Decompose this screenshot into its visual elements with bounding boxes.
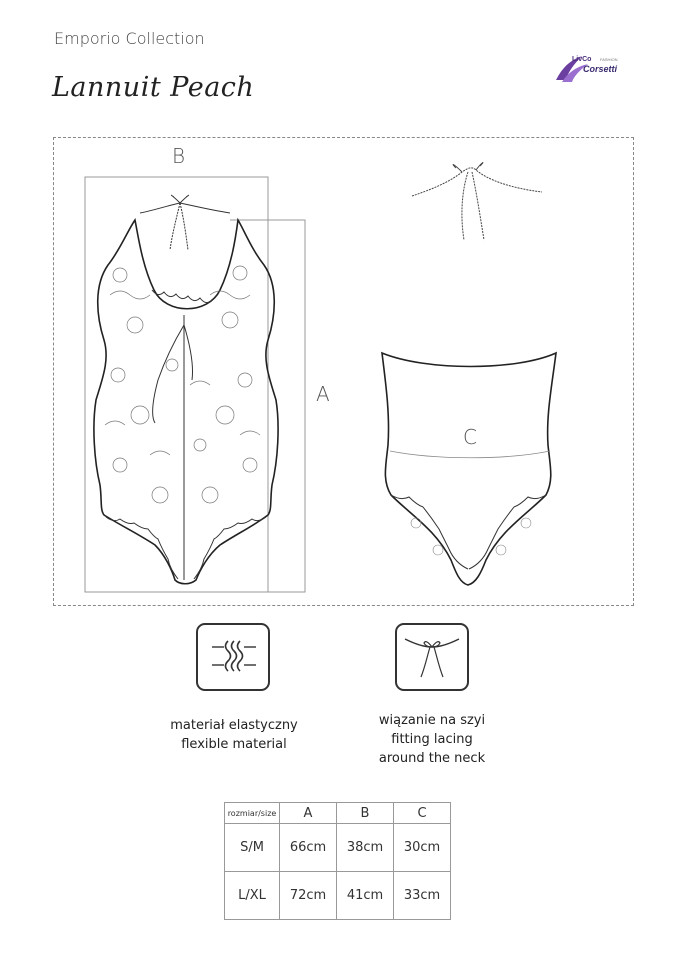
size-label: S/M (225, 824, 280, 872)
table-cell: 66cm (280, 824, 337, 872)
table-cell: 72cm (280, 872, 337, 920)
feature-line: around the neck (378, 751, 486, 766)
table-cell: 30cm (394, 824, 451, 872)
size-label: L/XL (225, 872, 280, 920)
feature-text-stretch (148, 716, 320, 754)
halter-strap-drawing (410, 160, 550, 250)
stretch-fabric-icon (196, 623, 270, 691)
size-table (224, 802, 451, 920)
table-row (225, 824, 451, 872)
dimension-label-a: A (316, 382, 330, 406)
table-corner-label: rozmiar/size (225, 803, 280, 824)
logo-brand-top: LivCo (572, 56, 592, 63)
dimension-label-c: C (463, 425, 477, 449)
table-header-cell: C (394, 803, 451, 824)
table-header-cell: A (280, 803, 337, 824)
neck-tie-icon (395, 623, 469, 691)
logo-brand-main: Corsetti (583, 64, 618, 74)
logo-brand-small: FASHION (600, 57, 618, 62)
garment-front-drawing (80, 165, 320, 600)
garment-back-drawing (376, 345, 566, 595)
table-cell: 33cm (394, 872, 451, 920)
feature-text-neck-tie (346, 711, 518, 768)
table-row (225, 872, 451, 920)
feature-line: flexible material (181, 737, 287, 752)
table-cell: 38cm (337, 824, 394, 872)
table-header-cell: B (337, 803, 394, 824)
feature-line: materiał elastyczny (170, 718, 298, 733)
feature-line: fitting lacing (391, 732, 473, 747)
feature-line: wiązanie na szyi (378, 713, 486, 728)
collection-name: Emporio Collection (54, 29, 205, 48)
table-header-row (225, 803, 451, 824)
product-name: Lannuit Peach (52, 72, 255, 103)
table-cell: 41cm (337, 872, 394, 920)
dimension-label-b: B (172, 144, 186, 168)
